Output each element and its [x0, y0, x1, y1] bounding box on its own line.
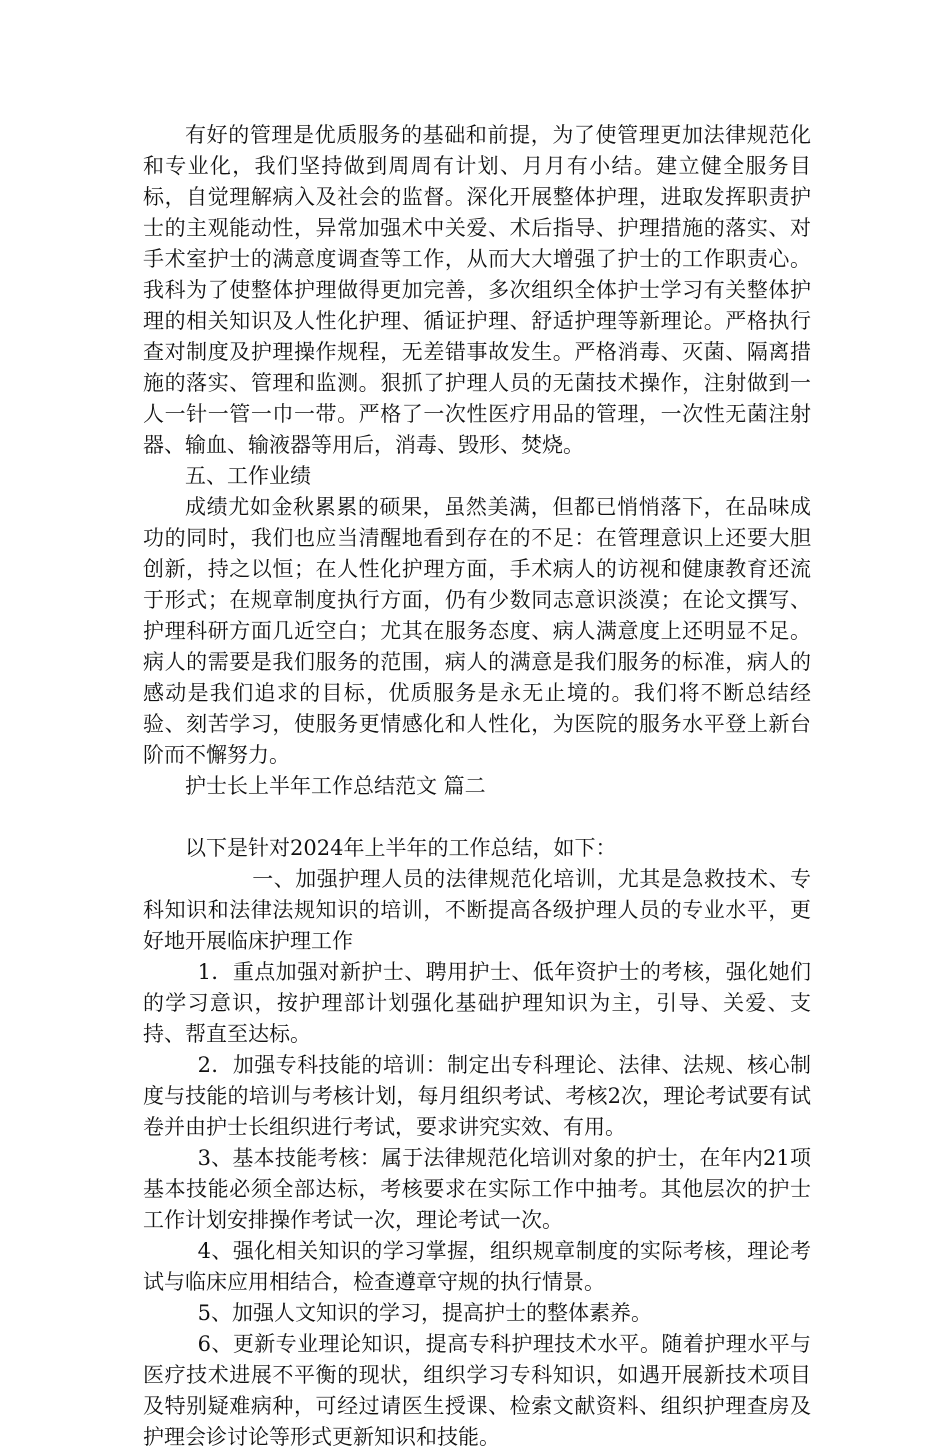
- blank-line: [143, 802, 811, 833]
- list-item-6: 6、更新专业理论知识，提高专科护理技术水平。随着护理水平与医疗技术进展不平衡的现状，组织学习专科知识，如遇开展新技术项目及特别疑难病种，可经过请医生授课、检索文献资料、组织护理查房及护理会诊讨论等形式更新知识和技能。: [143, 1332, 811, 1449]
- list-item-2: 2．加强专科技能的培训：制定出专科理论、法律、法规、核心制度与技能的培训与考核计划，每月组织考试、考核2次，理论考试要有试卷并由护士长组织进行考试，要求讲究实效、有用。: [143, 1053, 811, 1139]
- document-body: [143, 120, 811, 1453]
- heading-part-two: 护士长上半年工作总结范文 篇二: [185, 774, 486, 798]
- paragraph-management: 有好的管理是优质服务的基础和前提，为了使管理更加法律规范化和专业化，我们坚持做到周周有计划、月月有小结。建立健全服务目标，自觉理解病入及社会的监督。深化开展整体护理，进取发挥职责护士的主观能动性，异常加强术中关爱、术后指导、护理措施的落实、对手术室护士的满意度调查等工作，从而大大增强了护士的工作职责心。我科为了使整体护理做得更加完善，多次组织全体护士学习有关整体护理的相关知识及人性化护理、循证护理、舒适护理等新理论。严格执行查对制度及护理操作规程，无差错事故发生。严格消毒、灭菌、隔离措施的落实、管理和监测。狠抓了护理人员的无菌技术操作，注射做到一人一针一管一巾一带。严格了一次性医疗用品的管理，一次性无菌注射器、输血、输液器等用后，消毒、毁形、焚烧。: [143, 123, 811, 457]
- paragraph-achievements: 成绩尤如金秋累累的硕果，虽然美满，但都已悄悄落下，在品味成功的同时，我们也应当清醒地看到存在的不足：在管理意识上还要大胆创新，持之以恒；在人性化护理方面，手术病人的访视和健康教育还流于形式；在规章制度执行方面，仍有少数同志意识淡漠；在论文撰写、护理科研方面几近空白；尤其在服务态度、病人满意度上还明显不足。病人的需要是我们服务的范围，病人的满意是我们服务的标准，病人的感动是我们追求的目标，优质服务是永无止境的。我们将不断总结经验、刻苦学习，使服务更情感化和人性化，为医院的服务水平登上新台阶而不懈努力。: [143, 495, 811, 767]
- list-item-3: 3、基本技能考核：属于法律规范化培训对象的护士，在年内21项基本技能必须全部达标，考核要求在实际工作中抽考。其他层次的护士工作计划安排操作考试一次，理论考试一次。: [143, 1146, 811, 1232]
- paragraph-section-one: 一、加强护理人员的法律规范化培训，尤其是急救技术、专科知识和法律法规知识的培训，不断提高各级护理人员的专业水平，更好地开展临床护理工作: [143, 867, 811, 953]
- paragraph-intro: 以下是针对2024年上半年的工作总结，如下：: [185, 836, 617, 860]
- list-item-4: 4、强化相关知识的学习掌握，组织规章制度的实际考核，理论考试与临床应用相结合，检查遵章守规的执行情景。: [143, 1239, 811, 1294]
- heading-work-achievements: 五、工作业绩: [185, 464, 311, 488]
- list-item-5: 5、加强人文知识的学习，提高护士的整体素养。: [197, 1301, 652, 1325]
- list-item-1: 1．重点加强对新护士、聘用护士、低年资护士的考核，强化她们的学习意识，按护理部计划强化基础护理知识为主，引导、关爱、支持、帮直至达标。: [143, 960, 811, 1046]
